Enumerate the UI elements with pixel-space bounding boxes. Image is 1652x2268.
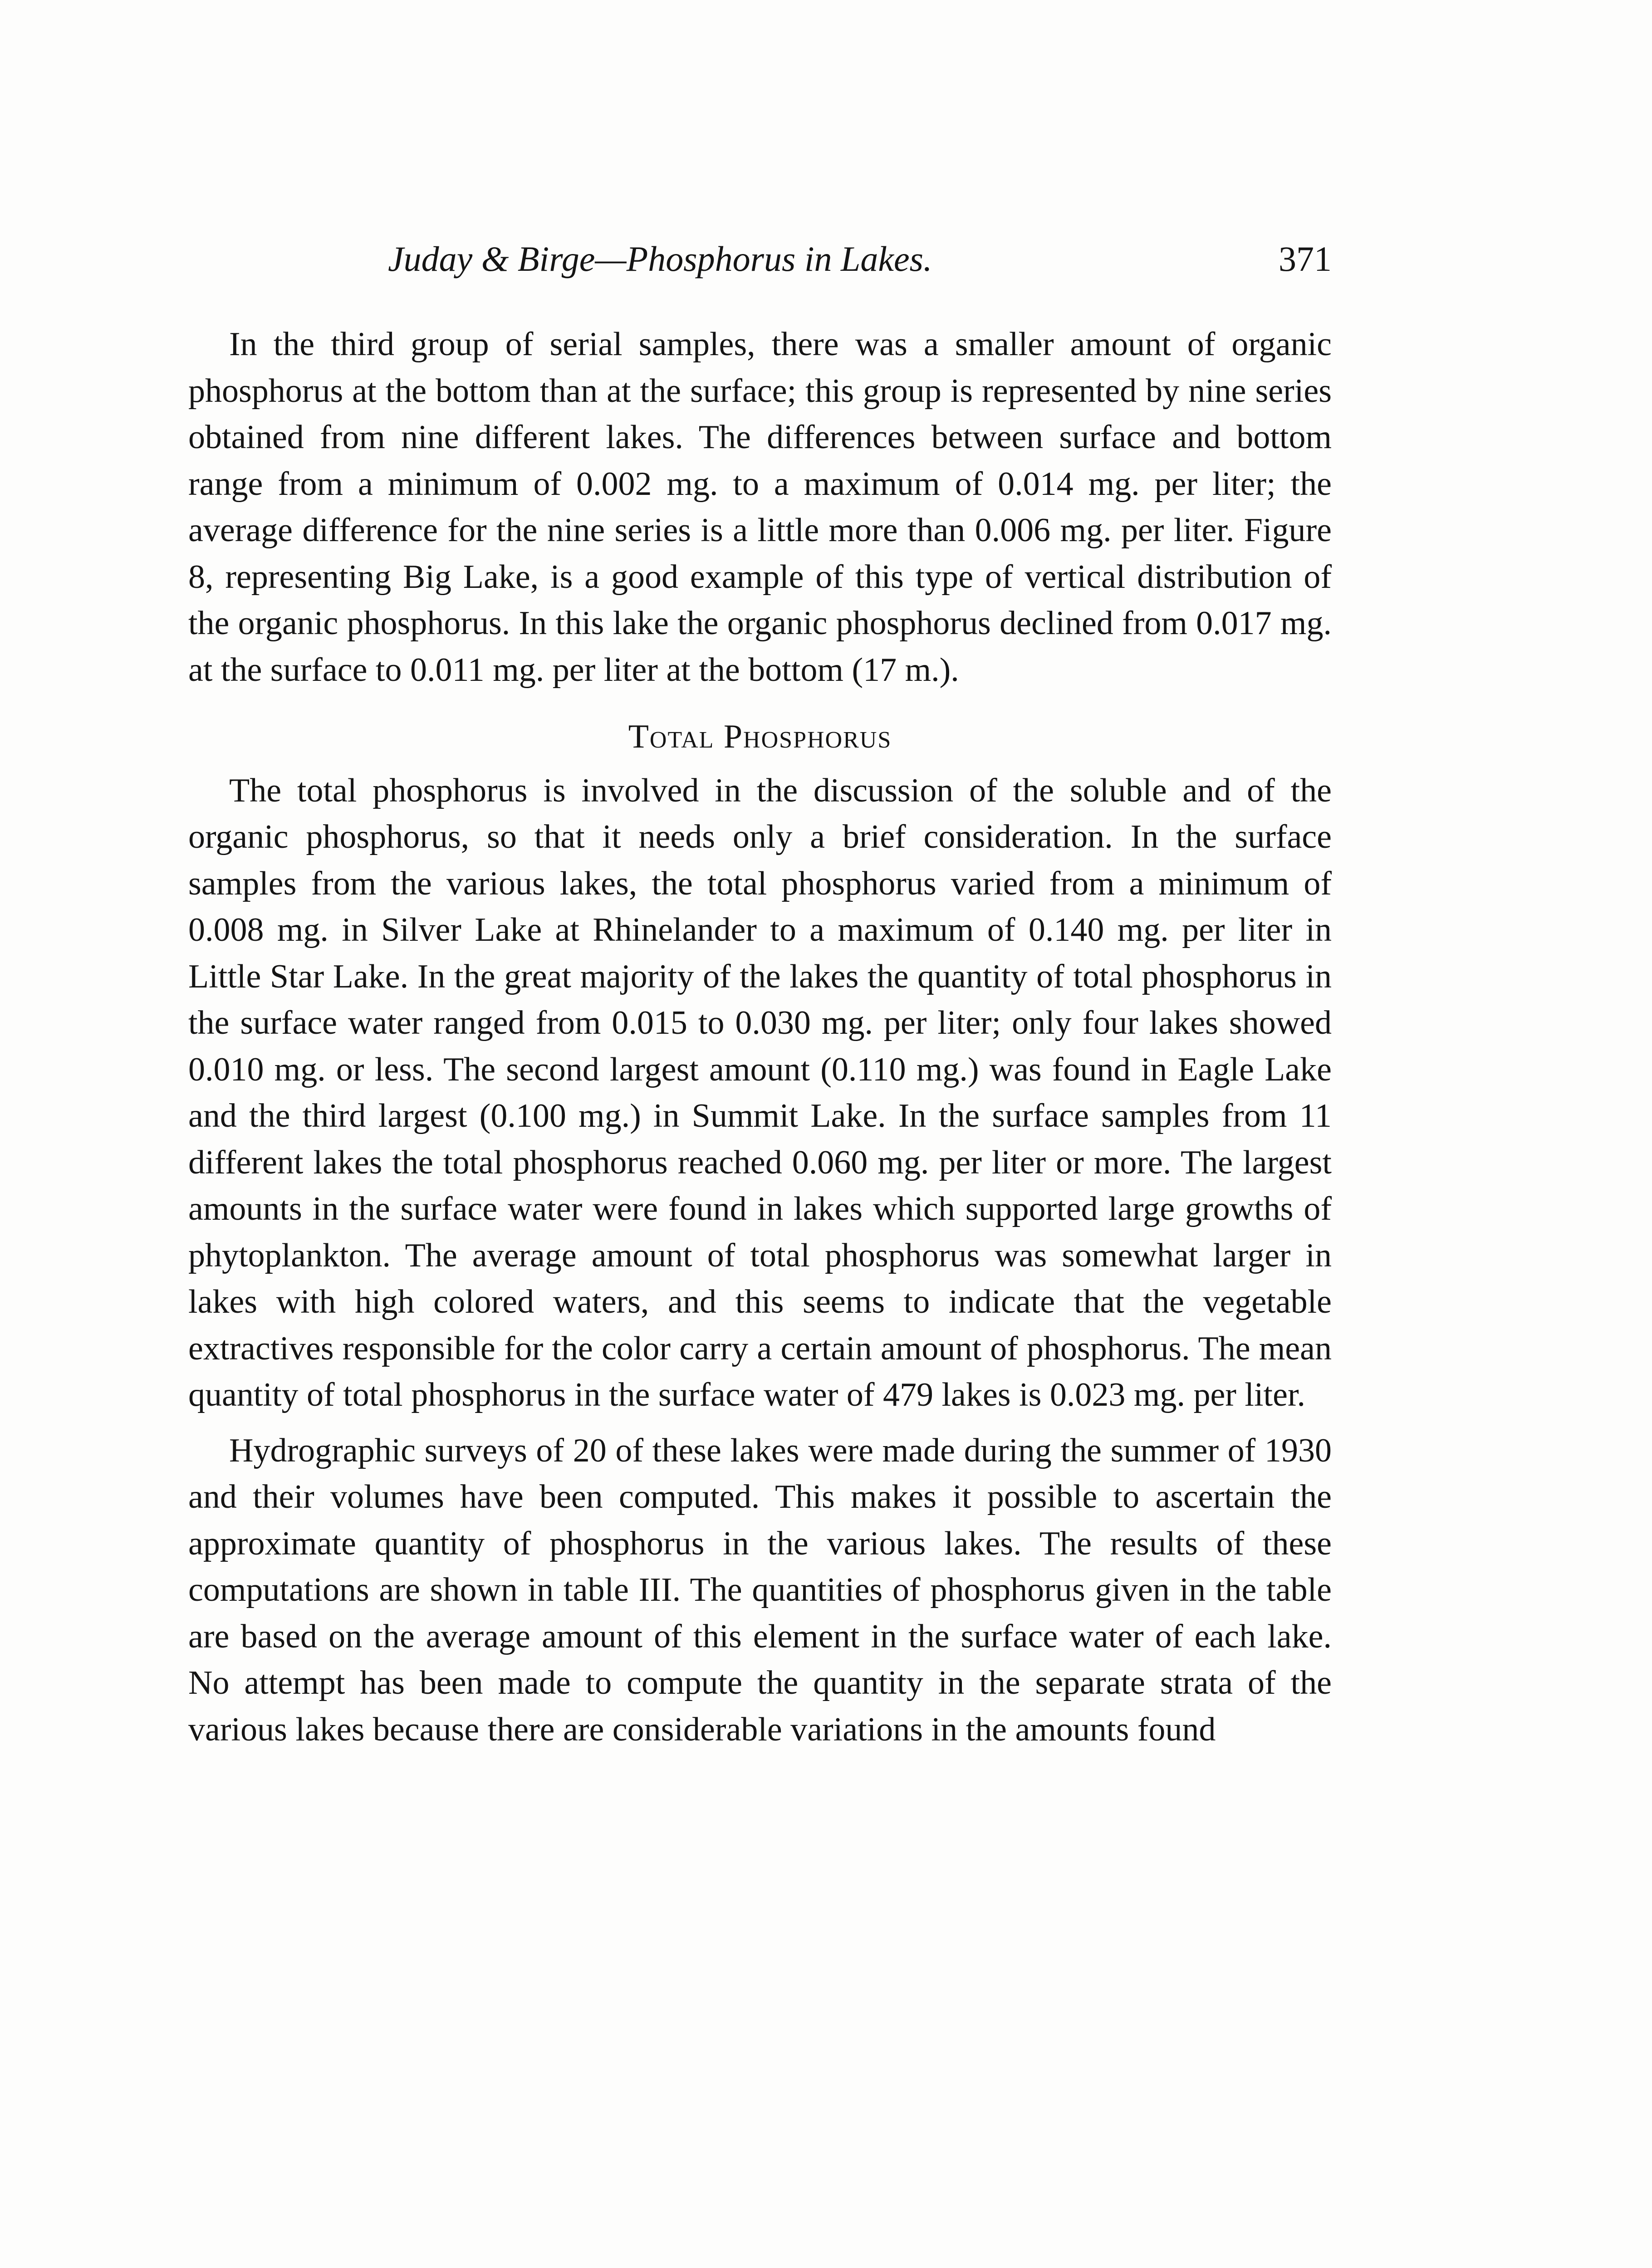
section-heading: Total Phosphorus (628, 718, 892, 755)
paragraph-third-group: In the third group of serial samples, there was a smaller amount of organic phosphorus at the bottom than at the surface; this group is represented by nine series obtained from nine different lakes. The differences between surface and bottom range from a minimum of 0.002 mg. to a maximum of 0.014 mg. per liter; the average difference for the nine series is a little more than 0.006 mg. per liter. Figure 8, representing Big Lake, is a good example of this type of vertical distribution of the organic phosphorus. In this lake the organic phosphorus declined from 0.017 mg. at the surface to 0.011 mg. per liter at the bottom (17 m.). (188, 326, 1332, 689)
page-number: 371 (1279, 239, 1332, 279)
running-head (188, 236, 1332, 290)
paragraph-hydrographic-surveys: Hydrographic surveys of 20 of these lakes were made during the summer of 1930 and their volumes have been computed. This makes it possible to ascertain the approximate quantity of phosphorus in the various lakes. The results of these computations are shown in table III. The quantities of phosphorus given in the table are based on the average amount of this element in the surface water of each lake. No attempt has been made to compute the quantity in the separate strata of the various lakes because there are considerable variations in the amounts found (188, 1432, 1332, 1748)
running-title: Juday & Birge—Phosphorus in Lakes. (388, 239, 932, 279)
text-column (188, 236, 1332, 1753)
paragraph-total-phosphorus: The total phosphorus is involved in the discussion of the soluble and of the organic phosphorus, so that it needs only a brief consideration. In the surface samples from the various lakes, the total phosphorus varied from a minimum of 0.008 mg. in Silver Lake at Rhinelander to a maximum of 0.140 mg. per liter in Little Star Lake. In the great majority of the lakes the quantity of total phosphorus in the surface water ranged from 0.015 to 0.030 mg. per liter; only four lakes showed 0.010 mg. or less. The second largest amount (0.110 mg.) was found in Eagle Lake and the third largest (0.100 mg.) in Summit Lake. In the surface samples from 11 different lakes the total phosphorus reached 0.060 mg. per liter or more. The largest amounts in the surface water were found in lakes which supported large growths of phytoplankton. The average amount of total phosphorus was somewhat larger in lakes with high colored waters, and this seems to indicate that the vegetable extractives responsible for the color carry a certain amount of phosphorus. The mean quantity of total phosphorus in the surface water of 479 lakes is 0.023 mg. per liter. (188, 772, 1332, 1413)
